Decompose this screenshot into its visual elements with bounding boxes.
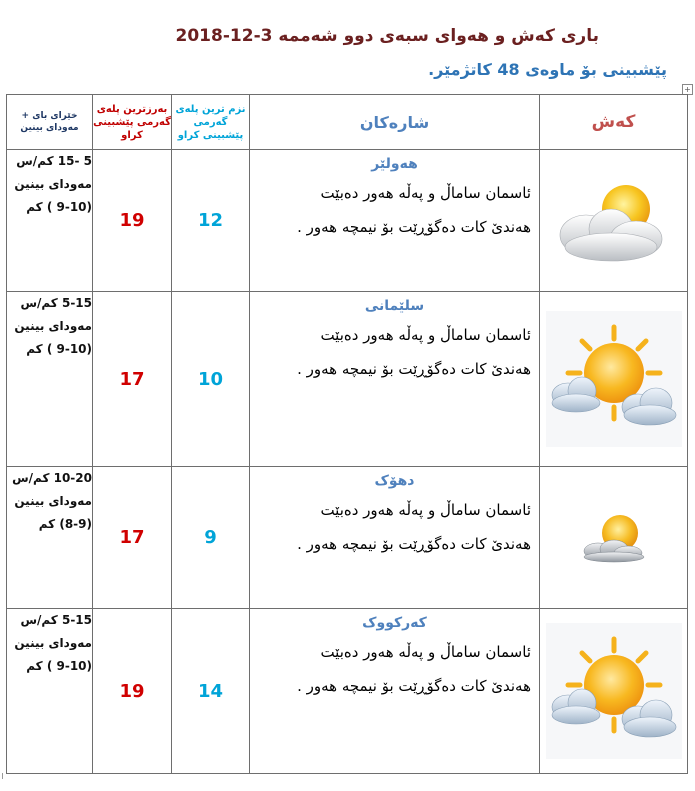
table-row	[7, 292, 688, 467]
min-temp: 14	[172, 609, 250, 774]
min-temp: 9	[172, 467, 250, 609]
visibility-range: (8-9) کم	[38, 517, 92, 531]
weather-description-line: ئاسمان ساماڵ و پەڵە هەور دەبێت	[320, 643, 531, 661]
table-row	[7, 467, 688, 609]
wind-visibility-cell	[7, 150, 93, 292]
table-move-handle-icon[interactable]: +	[682, 84, 693, 95]
max-temp: 19	[93, 609, 172, 774]
weather-description-line: هەندێ کات دەگۆڕێت بۆ نیمچە هەور .	[297, 218, 531, 236]
partly-cloudy-icon	[576, 507, 652, 569]
weather-description-line: هەندێ کات دەگۆڕێت بۆ نیمچە هەور .	[297, 677, 531, 695]
header-max-temp: بەرزترین پلەی گەرمی پێشبینی کراو	[93, 95, 172, 150]
weather-table	[6, 94, 688, 774]
header-weather: کەش	[540, 95, 688, 150]
visibility-range: (9-10 ) کم	[26, 200, 92, 214]
city-name: هەولێر	[371, 156, 418, 172]
weather-image-cell	[540, 292, 688, 467]
weather-description-line: ئاسمان ساماڵ و پەڵە هەور دەبێت	[320, 184, 531, 202]
visibility-label: مەودای بینین	[14, 319, 92, 333]
header-wind-visibility: خێرای بای + مەودای بینین	[7, 95, 93, 150]
city-cell	[250, 292, 540, 467]
city-cell	[250, 467, 540, 609]
max-temp: 17	[93, 292, 172, 467]
visibility-label: مەودای بینین	[14, 494, 92, 508]
weather-description-line: ئاسمان ساماڵ و پەڵە هەور دەبێت	[320, 501, 531, 519]
max-temp: 17	[93, 467, 172, 609]
wind-visibility-cell	[7, 609, 93, 774]
sun-behind-cloud-icon	[556, 177, 672, 265]
visibility-range: (9-10 ) کم	[26, 659, 92, 673]
table-header-row	[7, 95, 688, 150]
weather-image-cell	[540, 609, 688, 774]
wind-speed: 5-15 کم/س	[20, 296, 92, 310]
weather-description-line: هەندێ کات دەگۆڕێت بۆ نیمچە هەور .	[297, 535, 531, 553]
city-cell	[250, 609, 540, 774]
table-row	[7, 609, 688, 774]
visibility-label: مەودای بینین	[14, 177, 92, 191]
city-name: دهۆک	[374, 473, 415, 489]
wind-speed: 10-20 کم/س	[12, 471, 92, 485]
city-cell	[250, 150, 540, 292]
min-temp: 10	[172, 292, 250, 467]
max-temp: 19	[93, 150, 172, 292]
city-name: سلێمانی	[364, 298, 425, 314]
header-min-temp: نزم ترین پلەی گەرمی پێشبینی کراو	[172, 95, 250, 150]
wind-visibility-cell	[7, 292, 93, 467]
visibility-range: (9-10 ) کم	[26, 342, 92, 356]
visibility-label: مەودای بینین	[14, 636, 92, 650]
city-name: کەرکووک	[362, 615, 427, 631]
header-cities: شارەکان	[250, 95, 540, 150]
wind-speed: 5-15 کم/س	[20, 613, 92, 627]
page-title: باری کەش و هەوای سبەی دوو شەممە 3-12-2018	[175, 26, 599, 46]
sun-with-clouds-icon	[546, 623, 682, 759]
wind-speed: 5 -15 کم/س	[16, 154, 92, 168]
weather-image-cell	[540, 467, 688, 609]
weather-description-line: ئاسمان ساماڵ و پەڵە هەور دەبێت	[320, 326, 531, 344]
wind-visibility-cell	[7, 467, 93, 609]
forecast-subtitle: پێشبینی بۆ ماوەی 48 کاتژمێر.	[428, 60, 667, 79]
table-row	[7, 150, 688, 292]
text-cursor-mark	[2, 773, 3, 779]
weather-description-line: هەندێ کات دەگۆڕێت بۆ نیمچە هەور .	[297, 360, 531, 378]
sun-with-clouds-icon	[546, 311, 682, 447]
weather-image-cell	[540, 150, 688, 292]
min-temp: 12	[172, 150, 250, 292]
